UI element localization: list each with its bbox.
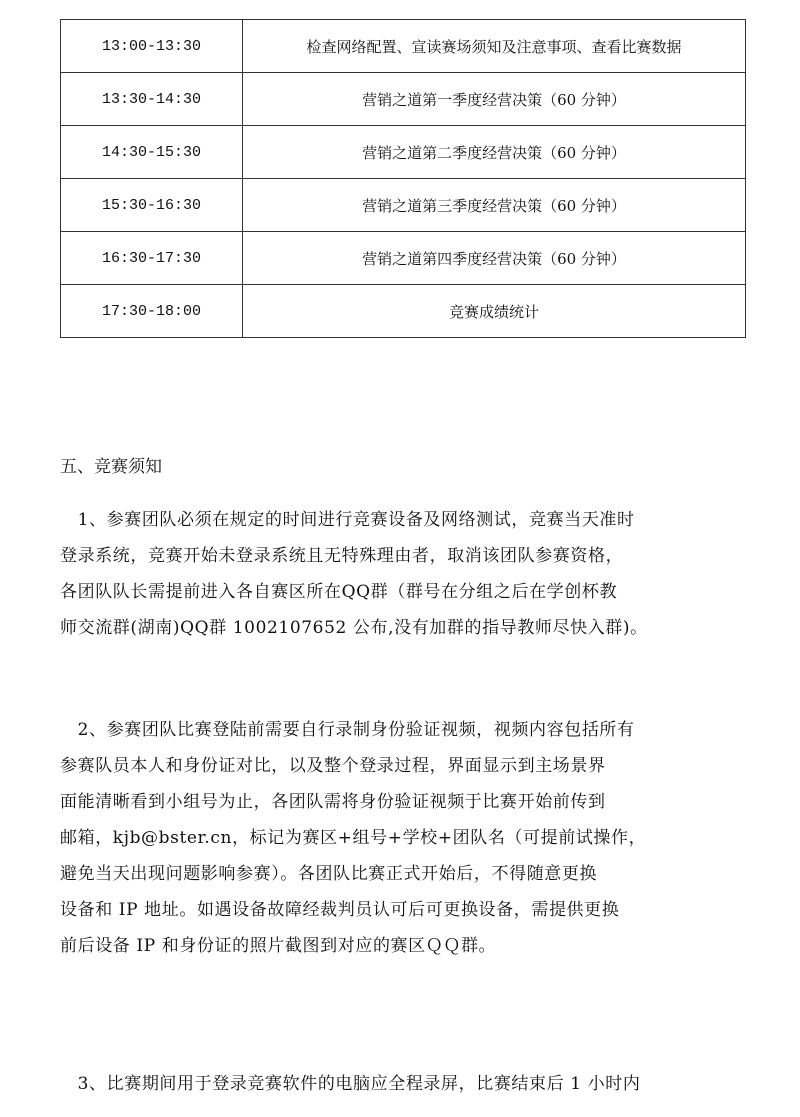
paragraph-line: 前后设备 IP 和身份证的照片截图到对应的赛区ＱＱ群。 (60, 936, 497, 956)
activity-cell: 营销之道第二季度经营决策（60 分钟） (243, 126, 746, 179)
table-row (61, 73, 746, 126)
paragraph-line: 3、比赛期间用于登录竞赛软件的电脑应全程录屏，比赛结束后 1 小时内 (60, 1074, 641, 1094)
time-cell: 16:30-17:30 (61, 232, 243, 285)
paragraph-line: 登录系统，竞赛开始未登录系统且无特殊理由者，取消该团队参赛资格， (60, 546, 624, 566)
paragraph-line: 2、参赛团队比赛登陆前需要自行录制身份验证视频，视频内容包括所有 (60, 720, 635, 740)
activity-cell: 营销之道第三季度经营决策（60 分钟） (243, 179, 746, 232)
paragraph-3 (60, 1066, 750, 1102)
time-cell: 15:30-16:30 (61, 179, 243, 232)
paragraph-line: 邮箱，kjb@bster.cn，标记为赛区+组号+学校+团队名（可提前试操作， (60, 828, 647, 848)
paragraph-line: 各团队队长需提前进入各自赛区所在QQ群（群号在分组之后在学创杯教 (60, 582, 618, 602)
table-row (61, 126, 746, 179)
time-cell: 14:30-15:30 (61, 126, 243, 179)
section-heading: 五、竞赛须知 (60, 457, 162, 477)
activity-cell: 营销之道第一季度经营决策（60 分钟） (243, 73, 746, 126)
paragraph-2 (60, 712, 750, 964)
paragraph-line: 面能清晰看到小组号为止，各团队需将身份验证视频于比赛开始前传到 (60, 792, 606, 812)
paragraph-line: 师交流群(湖南)QQ群 1002107652 公布,没有加群的指导教师尽快入群)。 (60, 618, 648, 638)
schedule-table (60, 19, 746, 338)
paragraph-line: 1、参赛团队必须在规定的时间进行竞赛设备及网络测试，竞赛当天准时 (60, 510, 635, 530)
table-row (61, 232, 746, 285)
paragraph-line: 参赛队员本人和身份证对比，以及整个登录过程，界面显示到主场景界 (60, 756, 606, 776)
activity-cell: 竞赛成绩统计 (243, 285, 746, 338)
paragraph-line: 避免当天出现问题影响参赛）。各团队比赛正式开始后，不得随意更换 (60, 864, 598, 884)
table-row (61, 285, 746, 338)
table-row (61, 179, 746, 232)
paragraph-line: 设备和 IP 地址。如遇设备故障经裁判员认可后可更换设备，需提供更换 (60, 900, 620, 920)
time-cell: 17:30-18:00 (61, 285, 243, 338)
time-cell: 13:00-13:30 (61, 20, 243, 73)
activity-cell: 营销之道第四季度经营决策（60 分钟） (243, 232, 746, 285)
paragraph-1 (60, 502, 750, 646)
time-cell: 13:30-14:30 (61, 73, 243, 126)
table-row (61, 20, 746, 73)
activity-cell: 检查网络配置、宣读赛场须知及注意事项、查看比赛数据 (243, 20, 746, 73)
